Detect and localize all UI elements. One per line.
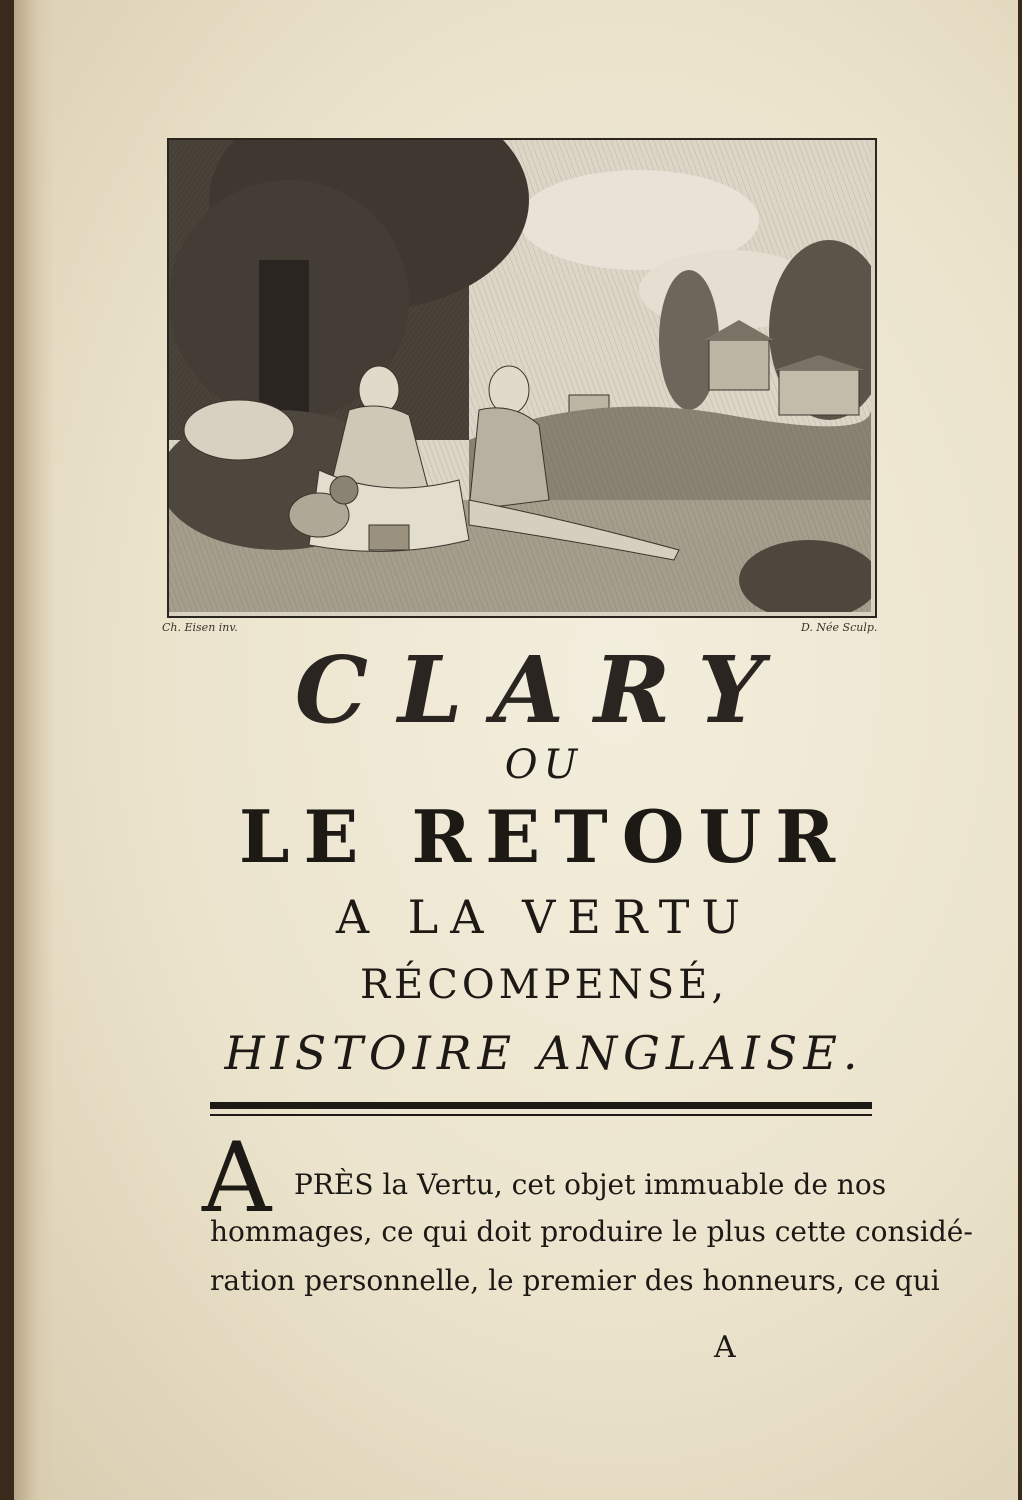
title-histoire-anglaise: HISTOIRE ANGLAISE. — [224, 1026, 864, 1080]
drop-cap: A — [202, 1122, 272, 1234]
title-recompense: RÉCOMPENSÉ, — [359, 962, 729, 1008]
engraver-credit: D. Née Sculp. — [801, 621, 878, 634]
title-ou: OU — [504, 742, 584, 788]
title-clary: CLARY — [294, 636, 794, 744]
body-line-1: PRÈS la Vertu, cet objet immuable de nos — [294, 1168, 887, 1201]
title-rule-thick — [210, 1102, 872, 1109]
pastoral-scene-engraving — [169, 140, 871, 612]
title-le-retour: LE RETOUR — [238, 794, 850, 879]
page-spine-shadow — [14, 0, 54, 1500]
title-rule-thin — [210, 1114, 872, 1116]
engraving-illustration — [167, 138, 877, 618]
body-line-3: ration personnelle, le premier des honneurs, ce qui — [210, 1264, 940, 1297]
book-page — [14, 0, 1018, 1500]
title-a-la-vertu: A LA VERTU — [335, 890, 753, 944]
illustrator-credit: Ch. Eisen inv. — [162, 621, 238, 634]
body-line-2: hommages, ce qui doit produire le plus cette considé- — [210, 1215, 973, 1248]
signature-mark: A — [714, 1330, 736, 1365]
